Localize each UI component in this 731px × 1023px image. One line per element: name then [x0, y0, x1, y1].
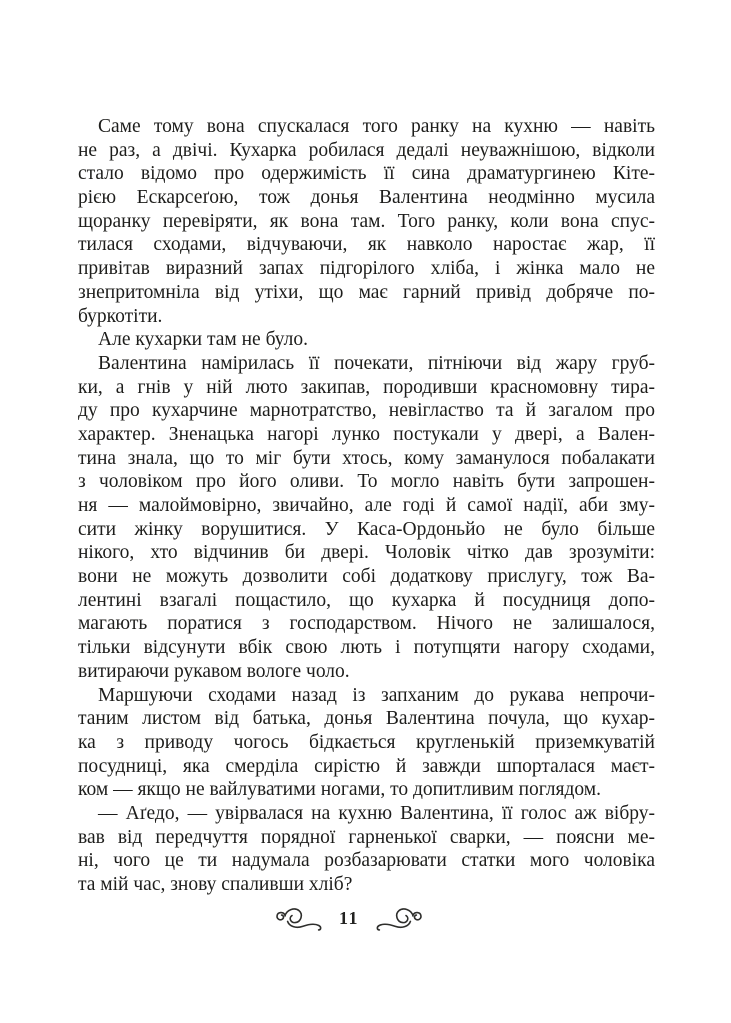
text-line: щоранку перевіряти, як вона там. Того ранку, коли вона спус- — [78, 210, 655, 232]
text-line: ня — малоймовірно, звичайно, але годі й самої надії, аби зму- — [78, 495, 655, 516]
text-line: знепритомніла від утіхи, що має гарний привід добряче по- — [78, 281, 655, 303]
text-line: ка з приводу чогось бідкається кругленькій приземкуватій — [78, 731, 655, 753]
text-line: Але кухарки там не було. — [98, 329, 308, 351]
text-line: тина знала, що то міг бути хтось, кому заманулося побалакати — [78, 447, 655, 469]
text-line: лентині взагалі пощастило, що кухарка й посудниця допо- — [78, 589, 655, 611]
text-line: буркотіти. — [78, 305, 163, 327]
text-block — [78, 115, 655, 897]
page-footer — [274, 902, 424, 936]
text-line: з чоловіком про його оливи. То могло навіть бути запрошен- — [78, 471, 655, 493]
page-number: 11 — [339, 907, 360, 928]
text-line: магають поратися з господарством. Нічого не залишалося, — [78, 613, 655, 635]
text-line: Валентина намірилась її почекати, пітніючи від жару груб- — [98, 352, 655, 374]
text-line: стало відомо про одержимість її сина драматургинею Кіте- — [78, 163, 655, 185]
text-line: посудниці, яка смерділа сирістю й завжди шпорталася маєт- — [78, 755, 655, 777]
text-line: витираючи рукавом вологе чоло. — [78, 660, 350, 682]
text-line: нікого, хто відчинив би двері. Чоловік чітко дав зрозуміти: — [78, 542, 655, 564]
text-line: ки, а гнів у ній люто закипав, породивши красномовну тира- — [78, 376, 655, 398]
text-line: Саме тому вона спускалася того ранку на кухню — навіть — [98, 116, 655, 137]
text-line: привітав виразний запах підгорілого хліба, і жінка мало не — [78, 258, 655, 280]
text-line: Маршуючи сходами назад із запханим до рукава непрочи- — [98, 684, 655, 706]
text-line: характер. Зненацька нагорі лунко постукали у двері, а Вален- — [78, 423, 655, 445]
text-line: ком — якщо не вайлуватими ногами, то допитливим поглядом. — [78, 779, 601, 801]
text-line: сити жінку ворушитися. У Каса-Ордоньйо не було більше — [78, 518, 655, 540]
text-line: та мій час, знову спаливши хліб? — [78, 874, 353, 895]
text-line: вав від передчуття порядної гарненької сварки, — поясни ме- — [78, 826, 655, 848]
text-line: ду про кухарчине марнотратство, невігластво та й загалом про — [78, 400, 655, 422]
text-line: рією Ескарсеґою, тож донья Валентина неодмінно мусила — [78, 187, 655, 209]
text-line: не раз, а двічі. Кухарка робилася дедалі неуважнішою, відколи — [78, 139, 655, 161]
text-line: ні, чого це ти надумала розбазарювати статки мого чоловіка — [78, 850, 655, 872]
text-line: — Аґедо, — увірвалася на кухню Валентина, її голос аж вібру- — [98, 802, 655, 824]
text-line: тільки відсунути вбік свою лють і потупцяти нагору сходами, — [78, 637, 655, 659]
flourish-left-icon — [274, 906, 326, 932]
text-line: вони не можуть дозволити собі додаткову прислугу, тож Ва- — [78, 566, 655, 588]
flourish-right-icon — [372, 906, 424, 932]
text-line: тилася сходами, відчуваючи, як навколо наростає жар, її — [78, 234, 655, 256]
text-line: таним листом від батька, донья Валентина почула, що кухар- — [78, 708, 655, 730]
